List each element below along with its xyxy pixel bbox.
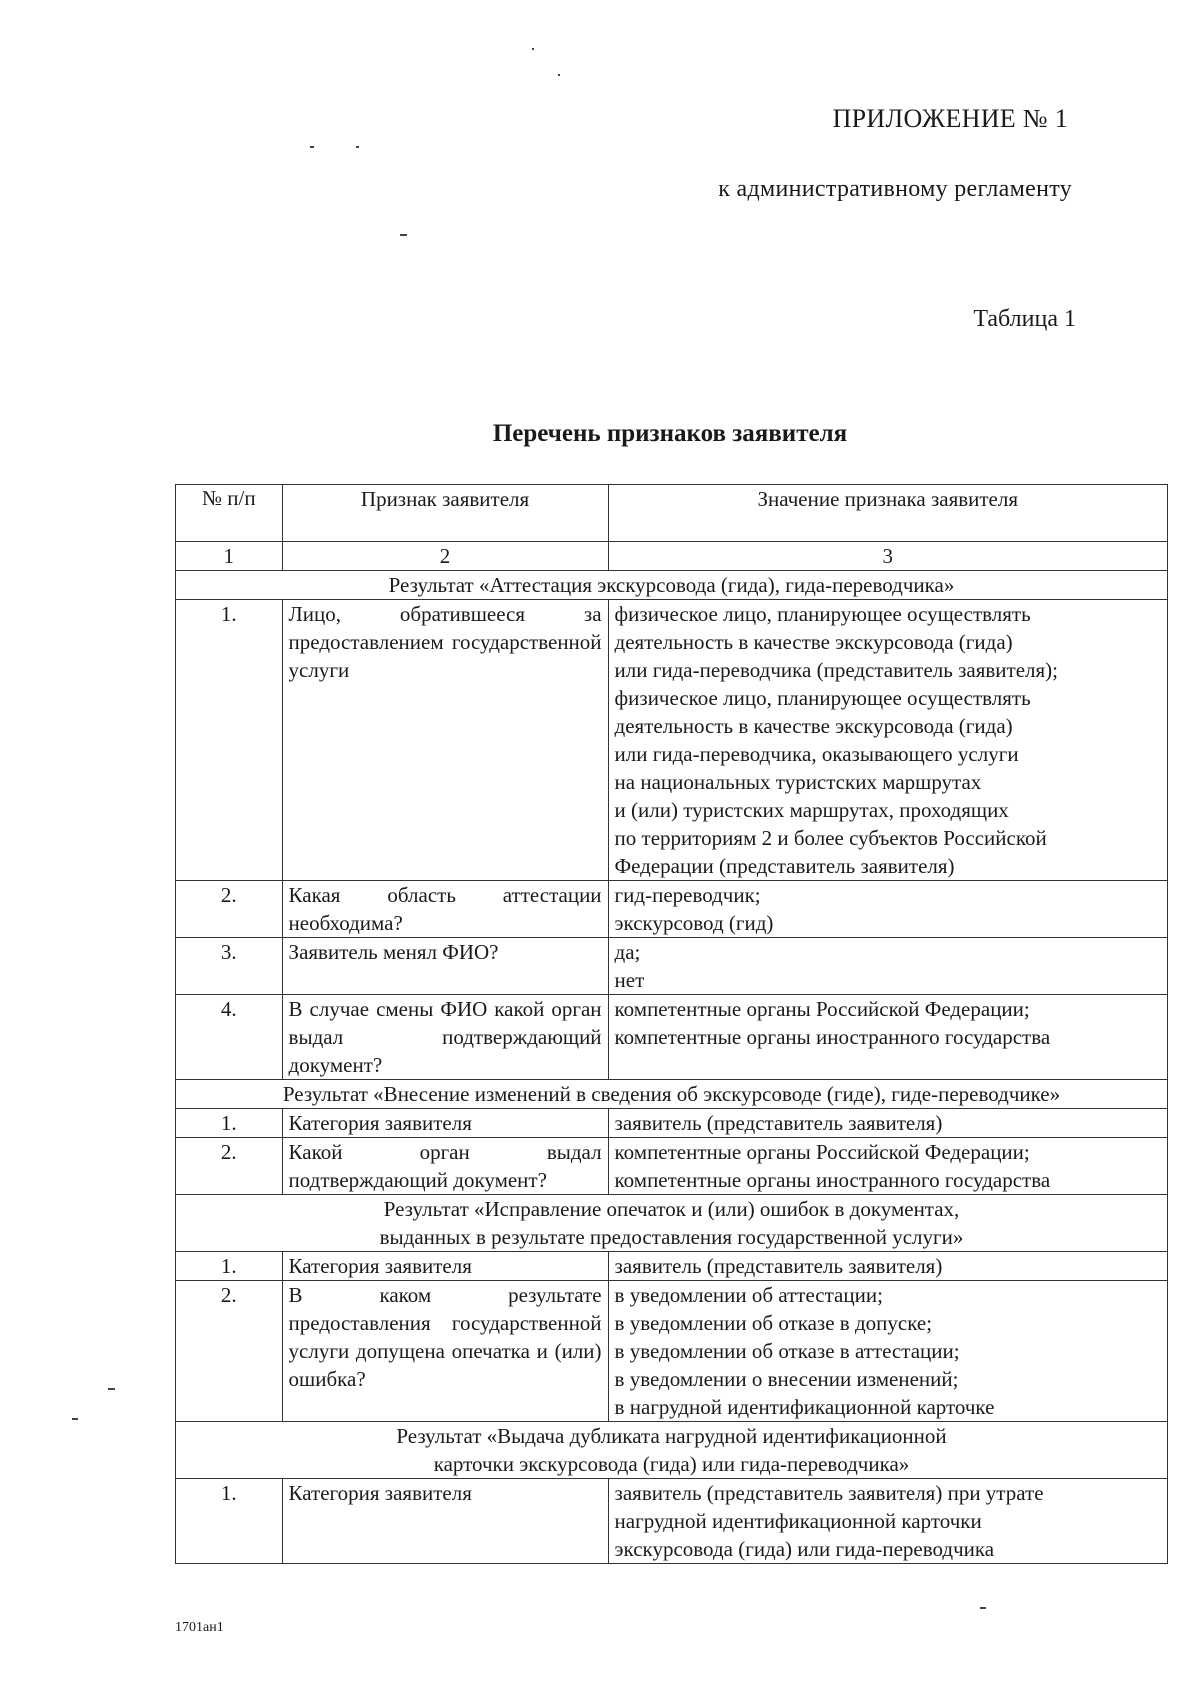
attribute-cell: Категория заявителя [282,1109,608,1138]
section-title [176,571,1168,600]
value-cell [608,881,1167,938]
section-title-line: Результат «Аттестация экскурсовода (гида), гида-переводчика» [388,573,955,597]
value-line: в уведомлении об аттестации; [614,1283,883,1307]
section-title-line: Результат «Внесение изменений в сведения об экскурсоводе (гиде), гиде-переводчике» [282,1082,1061,1106]
value-line: компетентные органы Российской Федерации; [614,1140,1030,1164]
appendix-heading: ПРИЛОЖЕНИЕ № 1 [832,104,1068,133]
header-attribute: Признак заявителя [282,485,608,542]
attribute-cell: Какой орган выдал подтверждающий документ? [282,1138,608,1195]
table-row [176,995,1168,1080]
document-title: Перечень признаков заявителя [492,420,848,447]
table-row [176,881,1168,938]
regulation-reference: к административному регламенту [718,176,1072,202]
value-cell [608,1252,1167,1281]
value-line: да; [614,940,641,964]
row-number: 1. [176,1109,283,1138]
value-line: по территориям 2 и более субъектов Российской [614,826,1047,850]
value-cell [608,1109,1167,1138]
scan-speck [980,1607,986,1609]
value-cell [608,1281,1167,1422]
scan-speck [356,146,359,148]
value-line: нет [614,968,645,992]
section-title [176,1422,1168,1479]
col-number-1: 1 [176,542,283,571]
table-header-row [176,485,1168,542]
section-title-line: карточки экскурсовода (гида) или гида-переводчика» [433,1452,910,1476]
row-number: 2. [176,1138,283,1195]
attribute-cell: Категория заявителя [282,1479,608,1564]
section-title [176,1080,1168,1109]
row-number: 3. [176,938,283,995]
row-number: 4. [176,995,283,1080]
value-line: физическое лицо, планирующее осуществлять [614,602,1031,626]
table-label: Таблица 1 [973,306,1076,332]
scan-speck [532,48,534,50]
row-number: 1. [176,1479,283,1564]
value-line: или гида-переводчика (представитель заявителя); [614,658,1058,682]
table-row [176,1109,1168,1138]
value-line: компетентные органы иностранного государства [614,1025,1051,1049]
table-row [176,1138,1168,1195]
value-cell [608,995,1167,1080]
row-number: 2. [176,881,283,938]
value-line: Федерации (представитель заявителя) [614,854,955,878]
section-title-line: Результат «Исправление опечаток и (или) ошибок в документах, [383,1197,960,1221]
row-number: 1. [176,600,283,881]
document-code: 1701ан1 [175,1620,224,1635]
value-line: деятельность в качестве экскурсовода (гида) [614,630,1013,654]
attribute-cell: Какая область аттестации необходима? [282,881,608,938]
attribute-cell: В каком результате предоставления государственной услуги допущена опечатка и (или) ошибка? [282,1281,608,1422]
table-row [176,1252,1168,1281]
value-line: гид-переводчик; [614,883,761,907]
value-line: в уведомлении о внесении изменений; [614,1367,959,1391]
section-title-row [176,1195,1168,1252]
value-line: и (или) туристских маршрутах, проходящих [614,798,1009,822]
table-row [176,1479,1168,1564]
header-value: Значение признака заявителя [608,485,1167,542]
attribute-cell: Лицо, обратившееся за предоставлением государственной услуги [282,600,608,881]
value-line: в уведомлении об отказе в аттестации; [614,1339,960,1363]
applicant-attributes-table [175,484,1168,1564]
section-title-row [176,1422,1168,1479]
scan-speck [310,146,314,148]
value-line: на национальных туристских маршрутах [614,770,982,794]
col-number-2: 2 [282,542,608,571]
attribute-cell: Заявитель менял ФИО? [282,938,608,995]
row-number: 2. [176,1281,283,1422]
table-row [176,938,1168,995]
scan-speck [558,74,560,76]
col-number-3: 3 [608,542,1167,571]
table-row [176,600,1168,881]
value-line: в уведомлении об отказе в допуске; [614,1311,933,1335]
value-cell [608,600,1167,881]
value-line: или гида-переводчика, оказывающего услуги [614,742,1019,766]
value-line: заявитель (представитель заявителя) [614,1254,943,1278]
column-number-row [176,542,1168,571]
attribute-cell: Категория заявителя [282,1252,608,1281]
section-title-line: выданных в результате предоставления государственной услуги» [379,1225,964,1249]
value-line: компетентные органы иностранного государства [614,1168,1051,1192]
value-line: нагрудной идентификационной карточки [614,1509,982,1533]
scan-speck [108,1388,115,1390]
section-title-row [176,1080,1168,1109]
value-line: заявитель (представитель заявителя) при утрате [614,1481,1044,1505]
value-line: в нагрудной идентификационной карточке [614,1395,995,1419]
value-cell [608,1479,1167,1564]
row-number: 1. [176,1252,283,1281]
value-line: экскурсовода (гида) или гида-переводчика [614,1537,995,1561]
value-line: деятельность в качестве экскурсовода (гида) [614,714,1013,738]
scan-speck [72,1418,78,1420]
section-title-line: Результат «Выдача дубликата нагрудной идентификационной [396,1424,947,1448]
section-title-row [176,571,1168,600]
value-cell [608,938,1167,995]
value-cell [608,1138,1167,1195]
section-title [176,1195,1168,1252]
value-line: заявитель (представитель заявителя) [614,1111,943,1135]
scan-speck [400,234,407,236]
value-line: компетентные органы Российской Федерации; [614,997,1030,1021]
attribute-cell: В случае смены ФИО какой орган выдал подтверждающий документ? [282,995,608,1080]
value-line: физическое лицо, планирующее осуществлять [614,686,1031,710]
table-row [176,1281,1168,1422]
value-line: экскурсовод (гид) [614,911,774,935]
header-num: № п/п [176,485,283,542]
